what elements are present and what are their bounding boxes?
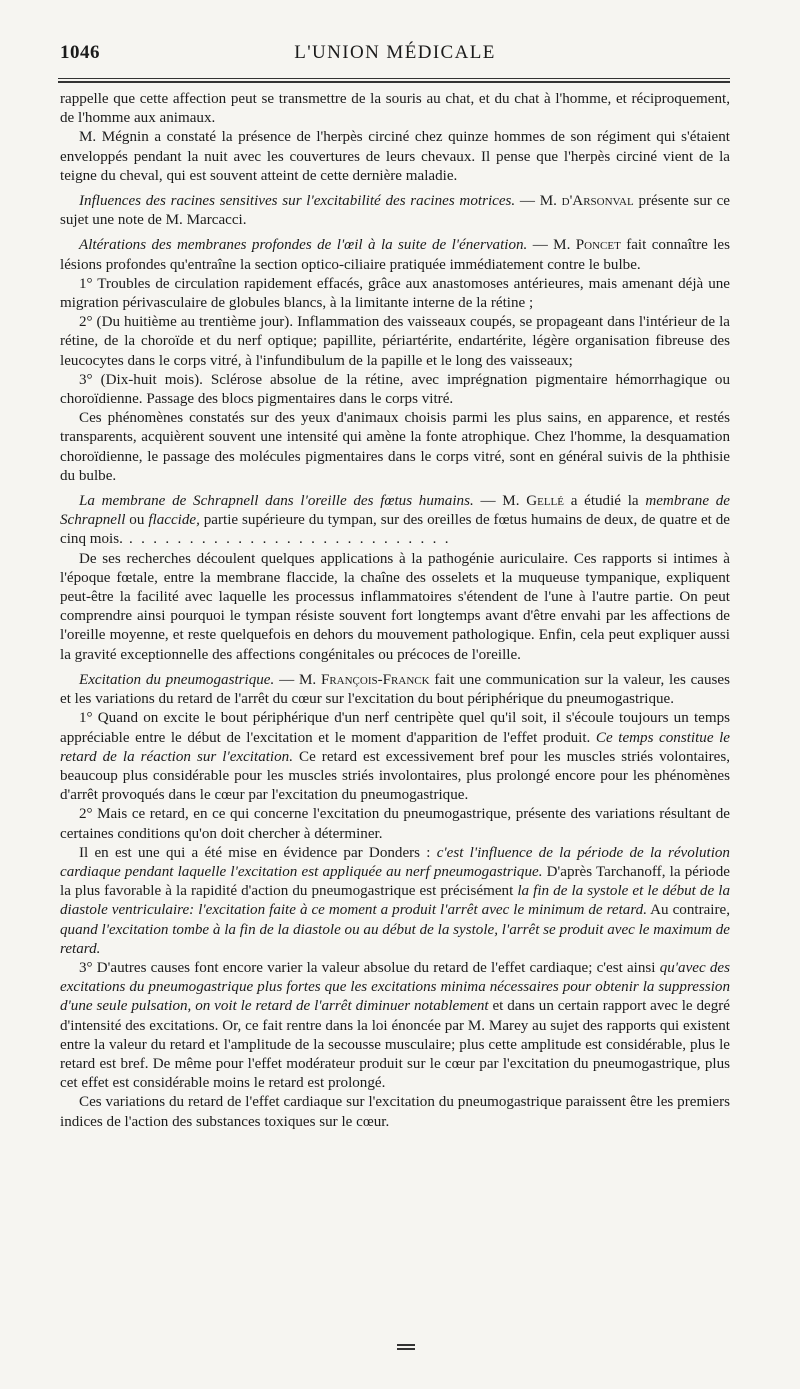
author-name: François-Franck (320, 671, 430, 688)
article-body (60, 90, 730, 1132)
paragraph: 1° Troubles de circulation rapidement effacés, grâce aux anastomoses antérieures, mais amenant déjà une migration périvasculaire de globules blancs, à la limitante interne de la rétine ; (60, 275, 730, 312)
header-rule (58, 78, 730, 83)
paragraph: Il en est une qui a été mise en évidence par Donders : c'est l'influence de la période de la révolution cardiaque pendant laquelle l'excitation est appliquée au nerf pneumogastrique. D'après Tarchanoff, la période la plus favorable à la rapidité d'action du pneumogastrique est précisément la fin de la systole et le début de la diastole ventriculaire: l'excitation faite à ce moment a produit l'arrêt avec le minimum de retard. Au contraire, quand l'excitation tombe à la fin de la diastole ou au début de la systole, l'arrêt se produit avec le maximum de retard. (60, 844, 730, 957)
paragraph: 1° Quand on excite le bout périphérique d'un nerf centripète quel qu'il soit, il s'écoule toujours un temps appréciable entre le début de l'excitation et le moment d'apparition de l'effet produit. Ce temps constitue le retard de la réaction sur l'excitation. Ce retard est excessivement bref pour les muscles striés volontaires, beaucoup plus considérable pour les muscles striés involontaires, plus prolongé encore pour les phénomènes d'arrêt provoqués dans le cœur par l'excitation du pneumogastrique. (60, 710, 730, 804)
dot-leader: . . . . . . . . . . . . . . . . . . . . . . . . . . . (122, 531, 451, 548)
section-title: Influences des racines sensitives sur l'excitabilité des racines motrices. (79, 193, 516, 210)
author-name: Poncet (575, 237, 621, 254)
section-title: La membrane de Schrapnell dans l'oreille des fœtus humains. (79, 493, 474, 510)
author-name: Gellé (526, 493, 564, 510)
paragraph: M. Mégnin a constaté la présence de l'herpès circiné chez quinze hommes de son régiment qui s'étaient enveloppés pendant la nuit avec les couvertures de leurs chevaux. Il pense que l'herpès circiné vient de la teigne du cheval, qui est souvent atteint de cette dernière maladie. (60, 129, 730, 184)
section-title: Excitation du pneumogastrique. (79, 671, 275, 688)
section-paragraph: La membrane de Schrapnell dans l'oreille des fœtus humains. — M. Gellé a étudié la membrane de Schrapnell ou flaccide, partie supérieure du tympan, sur des oreilles de fœtus humains de deux, de quatre et de cinq mois. . . . . . . . . . . . . . . . . . . . . . . . . . . . (60, 493, 731, 548)
author-name: d'Arsonval (561, 193, 634, 210)
paragraph: Ces phénomènes constatés sur des yeux d'animaux choisis parmi les plus sains, en apparence, et restés transparents, acquièrent souvent une intensité qui amène la fonte atrophique. Chez l'homme, la desquamation choroïdienne, le passage des molécules pigmentaires dans le corps vitré, sont en général suivis de la phthisie du bulbe. (60, 410, 730, 484)
paragraph: Ces variations du retard de l'effet cardiaque sur l'excitation du pneumogastrique paraissent être les premiers indices de l'action des substances toxiques sur le cœur. (60, 1094, 730, 1130)
paragraph: 3° D'autres causes font encore varier la valeur absolue du retard de l'effet cardiaque; c'est ainsi qu'avec des excitations du pneumogastrique plus fortes que les excitations minima nécessaires pour obtenir la suppression d'une seule pulsation, on voit le retard de l'arrêt diminuer notablement et dans un certain rapport avec le degré d'intensité des excitations. Or, ce fait rentre dans la loi énoncée par M. Marey au sujet des rapports qui existent entre la valeur du retard et l'amplitude de la secousse musculaire; plus cette amplitude est considérable, plus le retard est bref. De même pour l'effet modérateur produit sur le cœur par l'excitation du pneumogastrique, plus cet effet est considérable moins le retard est prolongé. (60, 959, 730, 1092)
paragraph: 2° (Du huitième au trentième jour). Inflammation des vaisseaux coupés, se propageant dans l'intérieur de la rétine, de la choroïde et du nerf optique; papillite, périartérite, endartérite, légère organisation fibreuse des leucocytes dans le corps vitré, à l'infundibulum de la papille et le long des vaisseaux; (60, 314, 730, 369)
section-paragraph: Excitation du pneumogastrique. — M. François-Franck fait une communication sur la valeur, les causes et les variations du retard de l'arrêt du cœur sur l'excitation du bout périphérique du pneumogastrique. (60, 671, 731, 708)
page-number: 1046 (60, 42, 100, 63)
section-end-mark (397, 1344, 415, 1346)
section-paragraph: Altérations des membranes profondes de l'œil à la suite de l'énervation. — M. Poncet fait connaître les lésions profondes qu'entraîne la section optico-ciliaire pratiquée immédiatement contre le bulbe. (60, 237, 731, 273)
paragraph: 3° (Dix-huit mois). Sclérose absolue de la rétine, avec imprégnation pigmentaire hémorrhagique ou choroïdienne. Passage des blocs pigmentaires dans le corps vitré. (60, 371, 730, 408)
page-header (60, 38, 730, 72)
running-title: L'UNION MÉDICALE (294, 42, 496, 63)
paragraph: De ses recherches découlent quelques applications à la pathogénie auriculaire. Ces rapports si intimes à l'époque fœtale, entre la membrane flaccide, la chaîne des osselets et la muqueuse tympanique, expliquent peut-être la facilité avec laquelle les processus inflammatoires s'étendent de l'une à l'autre partie. On peut comprendre ainsi pourquoi le tympan résiste souvent fort longtemps avant d'être envahi par les affections de l'oreille moyenne, et reste quelquefois en dehors du mouvement pathologique. Enfin, cela peut expliquer aussi la gravité exceptionnelle des affections congénitales ou précoces de l'oreille. (60, 550, 730, 663)
paragraph: 2° Mais ce retard, en ce qui concerne l'excitation du pneumogastrique, présente des variations résultant de certaines conditions qu'on doit chercher à déterminer. (60, 806, 730, 842)
paragraph: rappelle que cette affection peut se transmettre de la souris au chat, et du chat à l'homme, et réciproquement, de l'homme aux animaux. (60, 91, 730, 127)
section-title: Altérations des membranes profondes de l'œil à la suite de l'énervation. (79, 237, 528, 254)
section-paragraph: Influences des racines sensitives sur l'excitabilité des racines motrices. — M. d'Arsonval présente sur ce sujet une note de M. Marcacci. (60, 193, 730, 229)
